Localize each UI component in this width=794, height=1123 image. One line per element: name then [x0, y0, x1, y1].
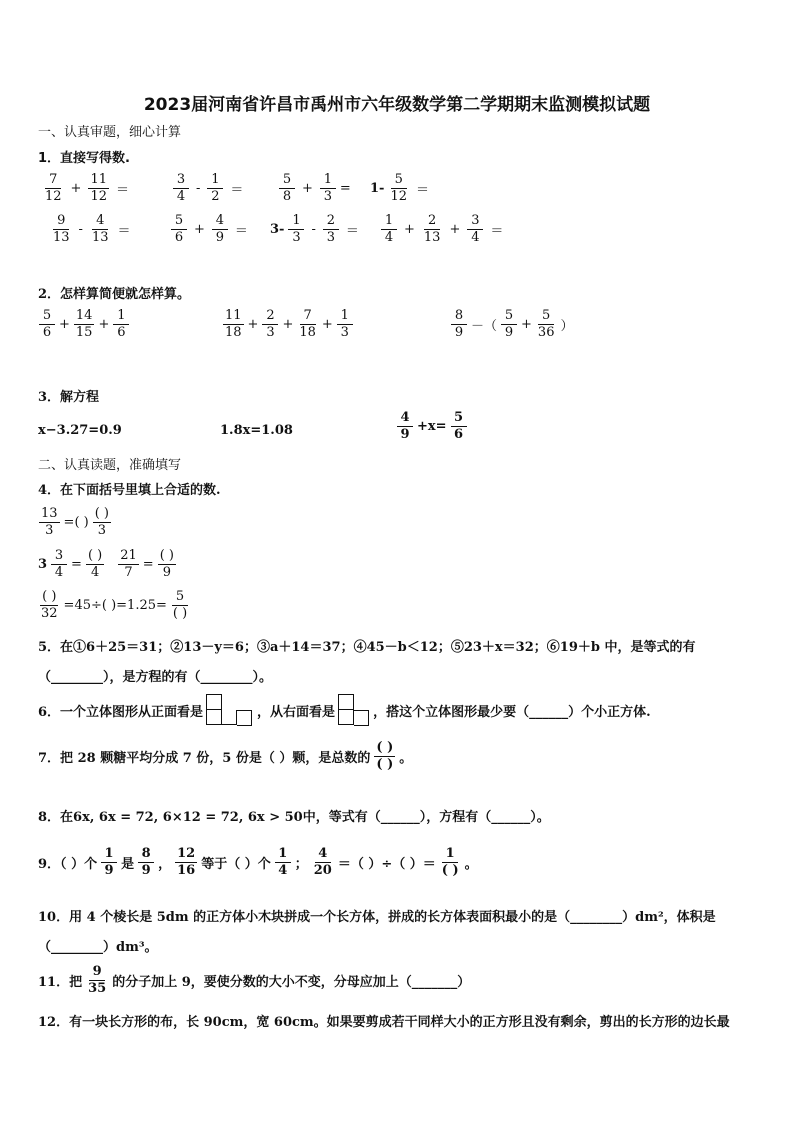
q1-item-8: $\frac{1}{4}$ + $\frac{2}{13}$ + $\frac{3}{4}$ ＝ [380, 213, 506, 246]
q12: 12．有一块长方形的布，长 90cm，宽 60cm。如果要剪成若干同样大小的正方形且没有剩余，剪出的长方形的边长最 [38, 1015, 730, 1030]
q7: 7．把 28 颗糖平均分成 7 份，5 份是（ ）颗，是总数的 $\frac{( )}{( )}$ 。 [38, 740, 413, 772]
q1-item-6: $\frac{5}{6}$ + $\frac{4}{9}$ ＝ [170, 213, 251, 246]
q2-expr-3: $\frac{8}{9}$ －（ $\frac{5}{9}$ + $\frac{5}{36}$ ） [450, 308, 573, 341]
q4-line-1: $\frac{13}{3}$ =( ) $\frac{( )}{3}$ [41, 506, 109, 538]
q1-item-2: $\frac{3}{4}$ - $\frac{1}{2}$ ＝ [172, 172, 246, 205]
q1-item-1: $\frac{7}{12}$ + $\frac{11}{12}$ ＝ [45, 172, 130, 204]
q4-line-3: $\frac{( )}{32}$ =45÷( )=1.25= $\frac{5}{( )}$ [41, 589, 188, 621]
section-heading-2: 二、认真读题，准确填写 [38, 458, 182, 473]
q2-label: 2．怎样算简便就怎样算。 [38, 287, 191, 302]
q2-expr-1: $\frac{5}{6}$ + $\frac{14}{15}$ + $\frac{1}{6}$ [38, 308, 130, 341]
q4-line-2: 3 $\frac{3}{4}$ = $\frac{( )}{4}$ $\frac{21}{7}$ = $\frac{( )}{9}$ [38, 548, 174, 580]
section-heading-1: 一、认真审题，细心计算 [38, 125, 182, 140]
q3-label: 3．解方程 [38, 390, 100, 405]
q1-item-3: $\frac{5}{8}$ + $\frac{1}{3}$ = [278, 172, 351, 205]
q3-eq-2: 1.8x=1.08 [220, 423, 293, 438]
q5-line-2: （________），是方程的有（________）。 [38, 670, 273, 685]
q4-label: 4．在下面括号里填上合适的数. [38, 483, 221, 498]
q5-line-1: 5．在①6＋25＝31；②13－y＝6；③a＋14＝37；④45－b＜12；⑤23＋x＝32；⑥19＋b 中，是等式的有 [38, 640, 696, 655]
q9: 9．（ ）个 $\frac{1}{9}$ 是 $\frac{8}{9}$ ， $\frac{12}{16}$ 等于（ ）个 $\frac{1}{4}$ ； $\frac{4}{20}$ ＝（ ）÷（ ）＝ $\frac{1}{( )}$ 。 [38, 846, 478, 878]
q8: 8．在6x, 6x = 72, 6×12 = 72, 6x > 50中，等式有（______），方程有（______）。 [38, 810, 550, 825]
right-view-figure [338, 694, 370, 726]
q3-eq-1: x−3.27=0.9 [38, 423, 122, 438]
q1-item-7: 3- $\frac{1}{3}$ - $\frac{2}{3}$ ＝ [270, 213, 359, 245]
q2-expr-2: $\frac{11}{18}$ + $\frac{2}{3}$ + $\frac{7}{18}$ + $\frac{1}{3}$ [222, 308, 354, 341]
q3-eq-3: $\frac{4}{9}$ +x= $\frac{5}{6}$ [396, 410, 468, 443]
q10-line-1: 10．用 4 个棱长是 5dm 的正方体小木块拼成一个长方体，拼成的长方体表面积最小的是（________）dm²，体积是 [38, 910, 716, 925]
q1-label: 1．直接写得数. [38, 151, 130, 166]
q10-line-2: （________）dm³。 [38, 940, 158, 955]
q1-item-4: 1- $\frac{5}{12}$ ＝ [370, 172, 430, 204]
q11: 11．把 $\frac{9}{35}$ 的分子加上 9，要使分数的大小不变，分母应加上（_______） [38, 964, 471, 996]
q1-item-5: $\frac{9}{13}$ - $\frac{4}{13}$ ＝ [53, 213, 131, 245]
q6: 6．一个立体图形从正面看是 ，从右面看是 ，搭这个立体图形最少要（______）个小正方体. [38, 694, 651, 726]
front-view-figure [206, 694, 254, 726]
page-title: 2023届河南省许昌市禹州市六年级数学第二学期期末监测模拟试题 [143, 95, 651, 115]
